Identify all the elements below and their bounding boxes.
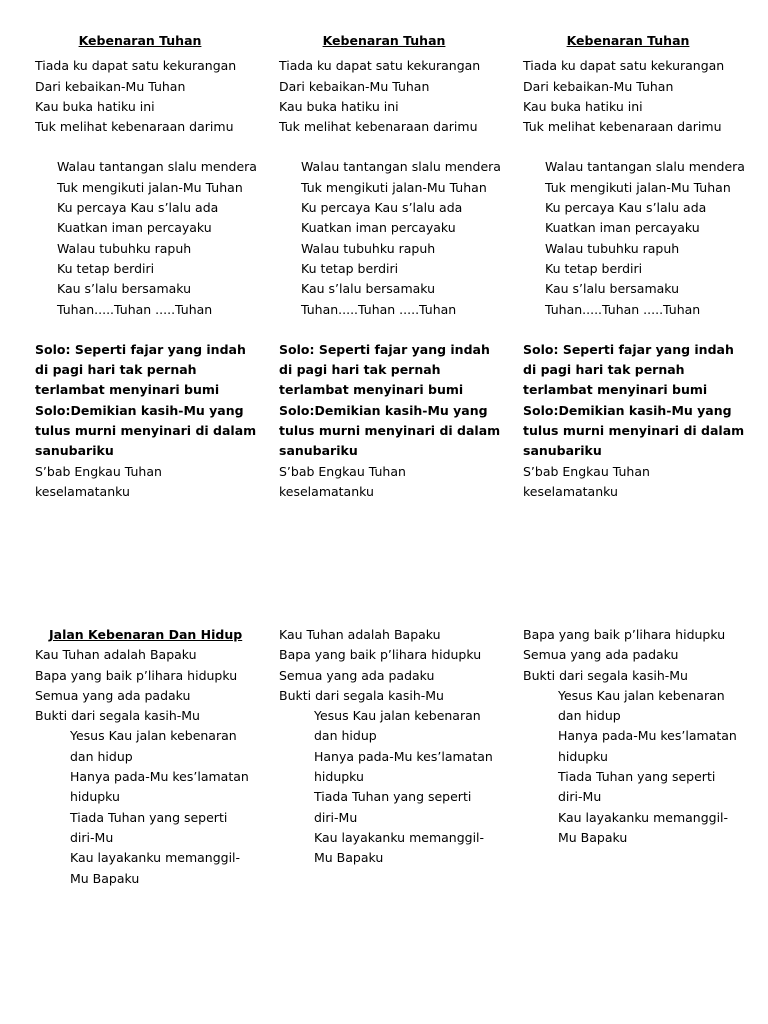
lyric-line: Ku percaya Kau s’lalu ada bbox=[545, 200, 707, 216]
lyric-line: Yesus Kau jalan kebenaran bbox=[70, 728, 237, 744]
solo-line: di pagi hari tak pernah bbox=[279, 362, 441, 378]
lyric-line: Yesus Kau jalan kebenaran bbox=[314, 708, 481, 724]
lyric-line: Tiada Tuhan yang seperti bbox=[314, 789, 472, 805]
lyric-line: hidupku bbox=[70, 789, 120, 805]
song1-column-3 bbox=[523, 31, 745, 502]
solo-line: tulus murni menyinari di dalam bbox=[523, 423, 745, 439]
lyric-line: keselamatanku bbox=[523, 483, 618, 499]
lyric-line: Bapa yang baik p’lihara hidupku bbox=[523, 627, 726, 642]
lyric-line: Tuk melihat kebenaraan darimu bbox=[35, 119, 234, 135]
lyric-line: Walau tantangan slalu mendera bbox=[301, 159, 501, 175]
lyric-line: Tiada Tuhan yang seperti bbox=[558, 769, 716, 785]
lyric-line: Kau layakanku memanggil- bbox=[314, 829, 485, 845]
lyric-line: S’bab Engkau Tuhan bbox=[35, 463, 162, 479]
solo-line: Solo:Demikian kasih-Mu yang bbox=[523, 402, 732, 418]
lyric-line: Kau layakanku memanggil- bbox=[558, 809, 729, 825]
lyric-line: Mu Bapaku bbox=[558, 829, 628, 845]
solo-line: Solo: Seperti fajar yang indah bbox=[279, 341, 490, 357]
lyric-line: Kuatkan iman percayaku bbox=[57, 220, 212, 236]
lyric-line: dan hidup bbox=[70, 748, 133, 764]
lyric-line: Tuk mengikuti jalan-Mu Tuhan bbox=[545, 179, 731, 195]
lyric-line: Ku tetap berdiri bbox=[545, 260, 643, 276]
lyric-line: Ku percaya Kau s’lalu ada bbox=[301, 200, 463, 216]
lyric-line: Kau s’lalu bersamaku bbox=[545, 281, 680, 297]
song-title: Kebenaran Tuhan bbox=[78, 33, 202, 48]
lyric-line: keselamatanku bbox=[35, 483, 130, 499]
lyric-line: dan hidup bbox=[314, 728, 377, 744]
lyric-line: Kau s’lalu bersamaku bbox=[301, 281, 436, 297]
lyric-line: Semua yang ada padaku bbox=[279, 667, 435, 683]
lyric-line: diri-Mu bbox=[70, 829, 114, 845]
lyric-line: Kau Tuhan adalah Bapaku bbox=[279, 627, 441, 642]
lyric-line: Tuk melihat kebenaraan darimu bbox=[523, 119, 722, 135]
lyric-line: diri-Mu bbox=[314, 809, 358, 825]
lyric-line: dan hidup bbox=[558, 708, 621, 724]
lyric-line: Tiada ku dapat satu kekurangan bbox=[35, 58, 237, 74]
solo-line: tulus murni menyinari di dalam bbox=[279, 423, 501, 439]
song-title: Jalan Kebenaran Dan Hidup bbox=[49, 627, 243, 642]
lyric-line: Ku tetap berdiri bbox=[57, 260, 155, 276]
lyric-line: Tuk mengikuti jalan-Mu Tuhan bbox=[301, 179, 487, 195]
lyric-line: Dari kebaikan-Mu Tuhan bbox=[523, 78, 674, 94]
lyric-line: Bukti dari segala kasih-Mu bbox=[523, 667, 688, 683]
solo-line: terlambat menyinari bumi bbox=[523, 382, 708, 398]
solo-line: di pagi hari tak pernah bbox=[523, 362, 685, 378]
lyric-line: S’bab Engkau Tuhan bbox=[523, 463, 650, 479]
lyric-line: Bapa yang baik p’lihara hidupku bbox=[279, 647, 482, 663]
solo-line: sanubariku bbox=[35, 443, 114, 459]
lyric-line: Tiada Tuhan yang seperti bbox=[70, 809, 228, 825]
song2-column-3 bbox=[523, 625, 737, 848]
solo-line: Solo: Seperti fajar yang indah bbox=[523, 341, 734, 357]
lyric-line: Dari kebaikan-Mu Tuhan bbox=[35, 78, 186, 94]
lyric-line: Tuhan.....Tuhan .....Tuhan bbox=[301, 301, 457, 317]
lyric-line: Kau buka hatiku ini bbox=[279, 98, 399, 114]
song-title: Kebenaran Tuhan bbox=[566, 33, 690, 48]
lyric-line: Tiada ku dapat satu kekurangan bbox=[279, 58, 481, 74]
song-title: Kebenaran Tuhan bbox=[322, 33, 446, 48]
lyric-line: Semua yang ada padaku bbox=[35, 687, 191, 703]
lyric-line: Kau Tuhan adalah Bapaku bbox=[35, 647, 197, 663]
lyric-line: Tuk mengikuti jalan-Mu Tuhan bbox=[57, 179, 243, 195]
lyric-line: keselamatanku bbox=[279, 483, 374, 499]
lyric-line: Kau s’lalu bersamaku bbox=[57, 281, 192, 297]
solo-line: Solo: Seperti fajar yang indah bbox=[35, 341, 246, 357]
lyric-line: Tuk melihat kebenaraan darimu bbox=[279, 119, 478, 135]
solo-line: sanubariku bbox=[523, 443, 602, 459]
lyric-line: Hanya pada-Mu kes’lamatan bbox=[314, 748, 493, 764]
lyric-line: Walau tubuhku rapuh bbox=[545, 240, 680, 256]
solo-line: tulus murni menyinari di dalam bbox=[35, 423, 257, 439]
lyric-line: Kau layakanku memanggil- bbox=[70, 850, 241, 866]
song2-column-1 bbox=[35, 625, 249, 889]
lyric-line: diri-Mu bbox=[558, 789, 602, 805]
lyric-line: Bukti dari segala kasih-Mu bbox=[35, 708, 200, 724]
lyric-line: Mu Bapaku bbox=[70, 870, 140, 886]
solo-line: Solo:Demikian kasih-Mu yang bbox=[279, 402, 488, 418]
solo-line: Solo:Demikian kasih-Mu yang bbox=[35, 402, 244, 418]
lyric-line: Hanya pada-Mu kes’lamatan bbox=[70, 769, 249, 785]
lyric-line: Kau buka hatiku ini bbox=[523, 98, 643, 114]
solo-line: terlambat menyinari bumi bbox=[35, 382, 220, 398]
lyric-line: Ku tetap berdiri bbox=[301, 260, 399, 276]
lyric-line: Bapa yang baik p’lihara hidupku bbox=[35, 667, 238, 683]
song1-column-2 bbox=[279, 31, 501, 502]
solo-line: di pagi hari tak pernah bbox=[35, 362, 197, 378]
lyric-line: Kau buka hatiku ini bbox=[35, 98, 155, 114]
lyric-line: Walau tubuhku rapuh bbox=[301, 240, 436, 256]
lyric-line: Semua yang ada padaku bbox=[523, 647, 679, 663]
lyric-line: Hanya pada-Mu kes’lamatan bbox=[558, 728, 737, 744]
lyric-line: Bukti dari segala kasih-Mu bbox=[279, 687, 444, 703]
lyric-line: Tiada ku dapat satu kekurangan bbox=[523, 58, 725, 74]
lyric-line: Walau tubuhku rapuh bbox=[57, 240, 192, 256]
lyric-line: S’bab Engkau Tuhan bbox=[279, 463, 406, 479]
lyric-line: Dari kebaikan-Mu Tuhan bbox=[279, 78, 430, 94]
lyric-line: Mu Bapaku bbox=[314, 850, 384, 866]
lyric-line: Walau tantangan slalu mendera bbox=[545, 159, 745, 175]
song2-column-2 bbox=[279, 625, 493, 869]
lyric-line: Tuhan.....Tuhan .....Tuhan bbox=[57, 301, 213, 317]
song1-column-1 bbox=[35, 31, 257, 502]
lyric-line: Yesus Kau jalan kebenaran bbox=[558, 687, 725, 703]
lyric-line: Kuatkan iman percayaku bbox=[545, 220, 700, 236]
lyric-line: hidupku bbox=[558, 748, 608, 764]
solo-line: terlambat menyinari bumi bbox=[279, 382, 464, 398]
lyric-line: Tuhan.....Tuhan .....Tuhan bbox=[545, 301, 701, 317]
solo-line: sanubariku bbox=[279, 443, 358, 459]
lyric-line: Kuatkan iman percayaku bbox=[301, 220, 456, 236]
lyric-line: Walau tantangan slalu mendera bbox=[57, 159, 257, 175]
lyric-line: hidupku bbox=[314, 769, 364, 785]
lyric-line: Ku percaya Kau s’lalu ada bbox=[57, 200, 219, 216]
